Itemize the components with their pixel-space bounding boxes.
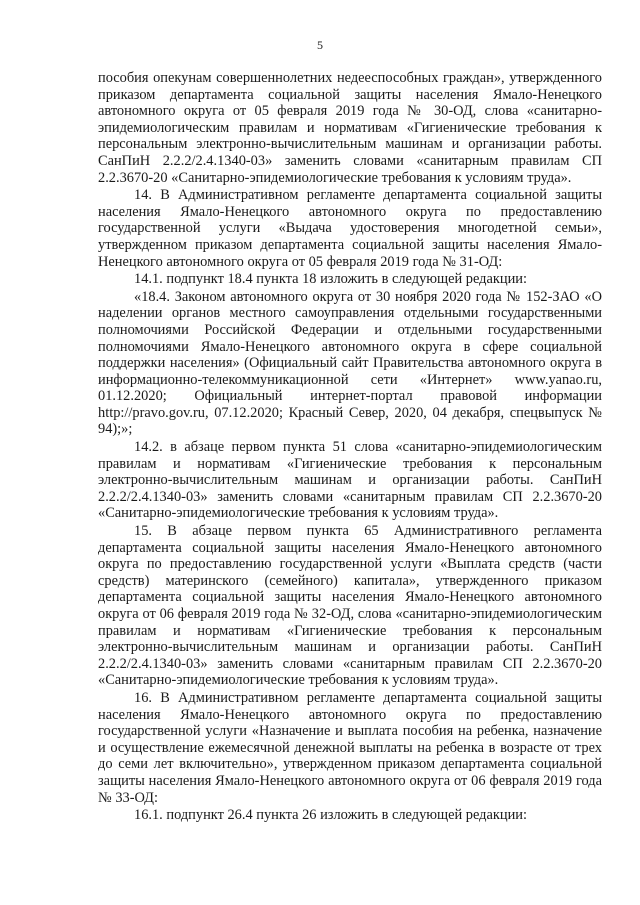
paragraph: 16.1. подпункт 26.4 пункта 26 изложить в следующей редакции: (134, 807, 527, 824)
paragraph: 14.2. в абзаце первом пункта 51 слова «санитарно-эпидемиологическим правилам и нормативам «Гигиенические требования к персональным электронно-вычислительным машинам и организации работы. СанПиН 2.2.2/2.4.1340-03» заменить словами «санитарным правилам СП 2.2.3670-20 «Санитарно-эпидемиологические требования к условиям труда». (98, 439, 602, 522)
paragraph: 14. В Административном регламенте департамента социальной защиты населения Ямало-Ненецкого автономного округа по предоставлению государственной услуги «Выдача удостоверения многодетной семьи», утвержденном приказом департамента социальной защиты населения Ямало-Ненецкого автономного округа от 05 февраля 2019 года № 31-ОД: (98, 187, 602, 270)
paragraph: 16. В Административном регламенте департамента социальной защиты населения Ямало-Ненецкого автономного округа по предоставлению государственной услуги «Назначение и выплата пособия на ребенка, назначение и осуществление ежемесячной денежной выплаты на ребенка в возрасте от трех до семи лет включительно», утвержденном приказом департамента социальной защиты населения Ямало-Ненецкого автономного округа от 06 февраля 2019 года № 33-ОД: (98, 689, 602, 806)
paragraph: 15. В абзаце первом пункта 65 Административного регламента департамента социальной защиты населения Ямало-Ненецкого автономного округа по предоставлению государственной услуги «Выплата средств (части средств) материнского (семейного) капитала», утвержденного приказом департамента социальной защиты населения Ямало-Ненецкого автономного округа от 06 февраля 2019 года № 32-ОД, слова «санитарно-эпидемиологическим правилам и нормативам «Гигиенические требования к персональным электронно-вычислительным машинам и организации работы. СанПиН 2.2.2/2.4.1340-03» заменить словами «санитарным правилам СП 2.2.3670-20 «Санитарно-эпидемиологические требования к условиям труда». (98, 523, 602, 689)
document-body (98, 70, 602, 824)
paragraph: 14.1. подпункт 18.4 пункта 18 изложить в следующей редакции: (134, 271, 527, 288)
paragraph: «18.4. Законом автономного округа от 30 ноября 2020 года № 152-ЗАО «О наделении органов местного самоуправления отдельными государственными полномочиями Российской Федерации и отдельными государственными полномочиями Ямало-Ненецкого автономного округа в сфере социальной поддержки населения» (Официальный сайт Правительства автономного округа в информационно-телекоммуникационной сети «Интернет» www.yanao.ru, 01.12.2020; Официальный интернет-портал правовой информации http://pravo.gov.ru, 07.12.2020; Красный Север, 2020, 04 декабря, спецвыпуск № 94);»; (98, 288, 602, 438)
paragraph: пособия опекунам совершеннолетних недееспособных граждан», утвержденного приказом департамента социальной защиты населения Ямало-Ненецкого автономного округа от 05 февраля 2019 года № 30-ОД, слова «санитарно-эпидемиологическим правилам и нормативам «Гигиенические требования к персональным электронно-вычислительным машинам и организации работы. СанПиН 2.2.2/2.4.1340-03» заменить словами «санитарным правилам СП 2.2.3670-20 «Санитарно-эпидемиологические требования к условиям труда». (98, 70, 602, 186)
page-number: 5 (317, 38, 323, 52)
